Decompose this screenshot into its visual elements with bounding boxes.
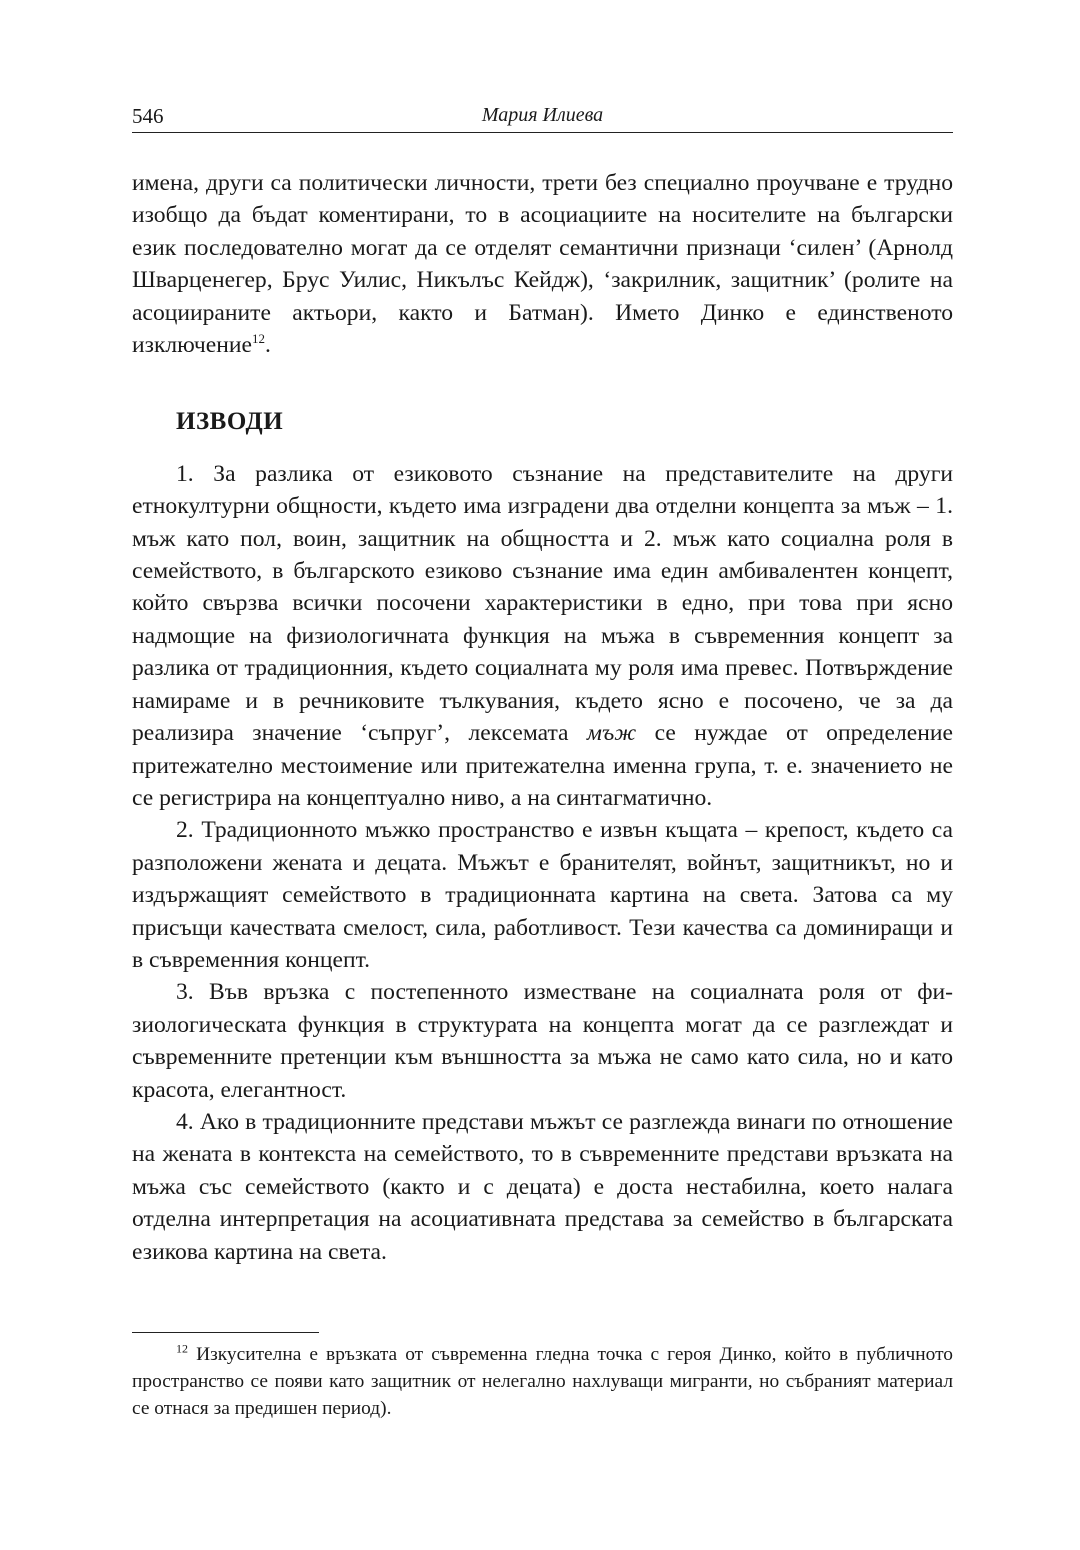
intro-text: имена, други са политически личности, трети без специално проучване е трудно изобщо да бъдат коментирани, то в асоциациите на носителите на български език последователно могат да се отделят семантични признаци ‘силен’ (Арнолд Шварценегер, Брус Уилис, Никълъс Кейдж), ‘закрилник, защитник’ (ролите на асоциираните актьори, както и Батман). Името Динко е единственото изключение xyxy=(132,170,953,359)
conclusion-4 xyxy=(132,1106,953,1268)
intro-paragraph xyxy=(132,167,953,361)
conclusion-1 xyxy=(132,458,953,814)
conclusion-text: се нуждае от определение притежателно местоимение или притежателна именна група, т. е. значението не се регистрира на концептуално ниво, а на синтагматично. xyxy=(132,720,953,811)
footnote-divider xyxy=(132,1332,319,1333)
conclusion-text: За разлика от езиковото съзнание на представителите на други етнокултурни общности, където има изградени два отделни концепта за мъж – 1. мъж като пол, воин, защитник на общността и 2. мъж като социална роля в семейството, в българското езиково съзнание има един амбивалентен концепт, който свързва всички посочени характеристики в едно, при това при ясно надмощие на физиологичната функция на мъжа в съвременния концепт за разлика от традиционния, където социалната му роля има превес. Потвърждение намираме и в речниковите тълкувания, където ясно е посочено, че за да реализира значение ‘съпруг’, лексемата xyxy=(132,460,953,747)
conclusion-text: Ако в традиционните представи мъжът се разглежда винаги по отношение на жената в контекста на семейството, то в съвременните представи връзката на мъжа със семейството (както и с децата) е доста нестабилна, което налага отделна интерпретация на асоциативната представа за семейство в българската езикова картина на света. xyxy=(132,1108,953,1265)
footnote-marker: 12 xyxy=(176,1341,188,1356)
conclusion-3 xyxy=(132,976,953,1106)
running-head-author: Мария Илиева xyxy=(481,104,604,126)
footnote-reference[interactable]: 12 xyxy=(251,331,265,347)
footnote-text: Изкусителна е връзката от съвременна гледна точка с героя Динко, който в публичното пространство се появи като защитник от нелегално нахлуващи мигранти, но събраният материал се отнася за предишен период). xyxy=(132,1344,953,1419)
main-text xyxy=(132,167,953,1268)
conclusion-text: Традиционното мъжко пространство е извън къщата – крепост, където са разположени жената и децата. Мъжът е бранителят, войнът, защитникът, но и издържащият семейството в традиционната картина на света. Затова са му присъщи качествата смелост, сила, работливост. Тези качества са доминиращи и в съвременния концепт. xyxy=(132,817,953,973)
footnote-paragraph xyxy=(132,1341,953,1422)
page-number: 546 xyxy=(132,104,164,128)
conclusion-italic-term: мъж xyxy=(586,720,637,747)
conclusion-number: 1. xyxy=(176,460,194,487)
conclusion-2 xyxy=(132,814,953,976)
intro-end: . xyxy=(264,332,271,359)
conclusion-text: Във връзка с постепенното изместване на социалната роля от физиологическата функция в структурата на концепта могат да се разглеждат и съвременните претенции към външността за мъжа не само като сила, но и като красота, елегантност. xyxy=(132,979,953,1103)
page-header xyxy=(132,102,953,133)
section-heading: ИЗВОДИ xyxy=(176,408,284,436)
conclusion-number: 3. xyxy=(176,979,194,1006)
conclusion-number: 2. xyxy=(176,817,194,844)
footnote xyxy=(132,1341,953,1422)
conclusion-number: 4. xyxy=(176,1108,194,1135)
